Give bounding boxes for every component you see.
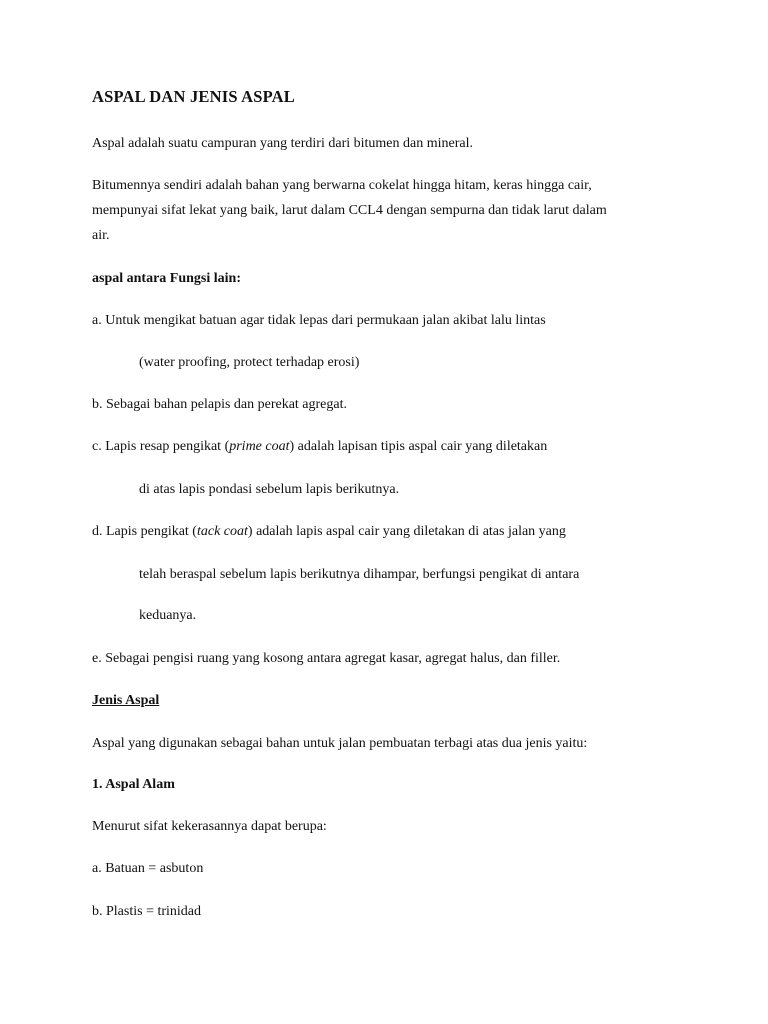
function-a-line-1: a. Untuk mengikat batuan agar tidak lepas dari permukaan jalan akibat lalu lintas [92,313,546,328]
types-intro: Aspal yang digunakan sebagai bahan untuk jalan pembuatan terbagi atas dua jenis yaitu: [92,736,588,751]
function-d-line-3: keduanya. [139,608,197,623]
intro-paragraph: Aspal adalah suatu campuran yang terdiri dari bitumen dan mineral. [92,136,473,151]
function-c-post: ) adalah lapisan tipis aspal cair yang diletakan [289,439,548,454]
function-d-line-2: telah beraspal sebelum lapis berikutnya dihampar, berfungsi pengikat di antara [139,567,580,582]
function-c-term: prime coat [229,439,290,454]
bitumen-line-1: Bitumennya sendiri adalah bahan yang berwarna cokelat hingga hitam, keras hingga cair, [92,178,592,193]
natural-asphalt-heading: 1. Aspal Alam [92,777,175,792]
function-d-pre: d. Lapis pengikat ( [92,524,197,539]
bitumen-line-3: air. [92,228,110,243]
natural-asphalt-intro: Menurut sifat kekerasannya dapat berupa: [92,819,327,834]
natural-asphalt-item-b: b. Plastis = trinidad [92,904,202,919]
document-title: ASPAL DAN JENIS ASPAL [92,87,296,106]
function-b-line-1: b. Sebagai bahan pelapis dan perekat agregat. [92,397,348,412]
function-a-line-2: (water proofing, protect terhadap erosi) [139,355,360,370]
function-e-line-1: e. Sebagai pengisi ruang yang kosong antara agregat kasar, agregat halus, dan filler. [92,651,561,666]
function-d-post: ) adalah lapis aspal cair yang diletakan di atas jalan yang [247,524,566,539]
functions-heading: aspal antara Fungsi lain: [92,271,241,286]
bitumen-line-2: mempunyai sifat lekat yang baik, larut dalam CCL4 dengan sempurna dan tidak larut dalam [92,203,607,218]
function-c-pre: c. Lapis resap pengikat ( [92,439,230,454]
function-d-term: tack coat [196,524,248,539]
natural-asphalt-item-a: a. Batuan = asbuton [92,861,204,876]
function-c-line-2: di atas lapis pondasi sebelum lapis berikutnya. [139,482,400,497]
function-d-line-1 [92,523,566,541]
function-c-line-1 [92,438,547,456]
types-heading: Jenis Aspal [92,693,160,708]
